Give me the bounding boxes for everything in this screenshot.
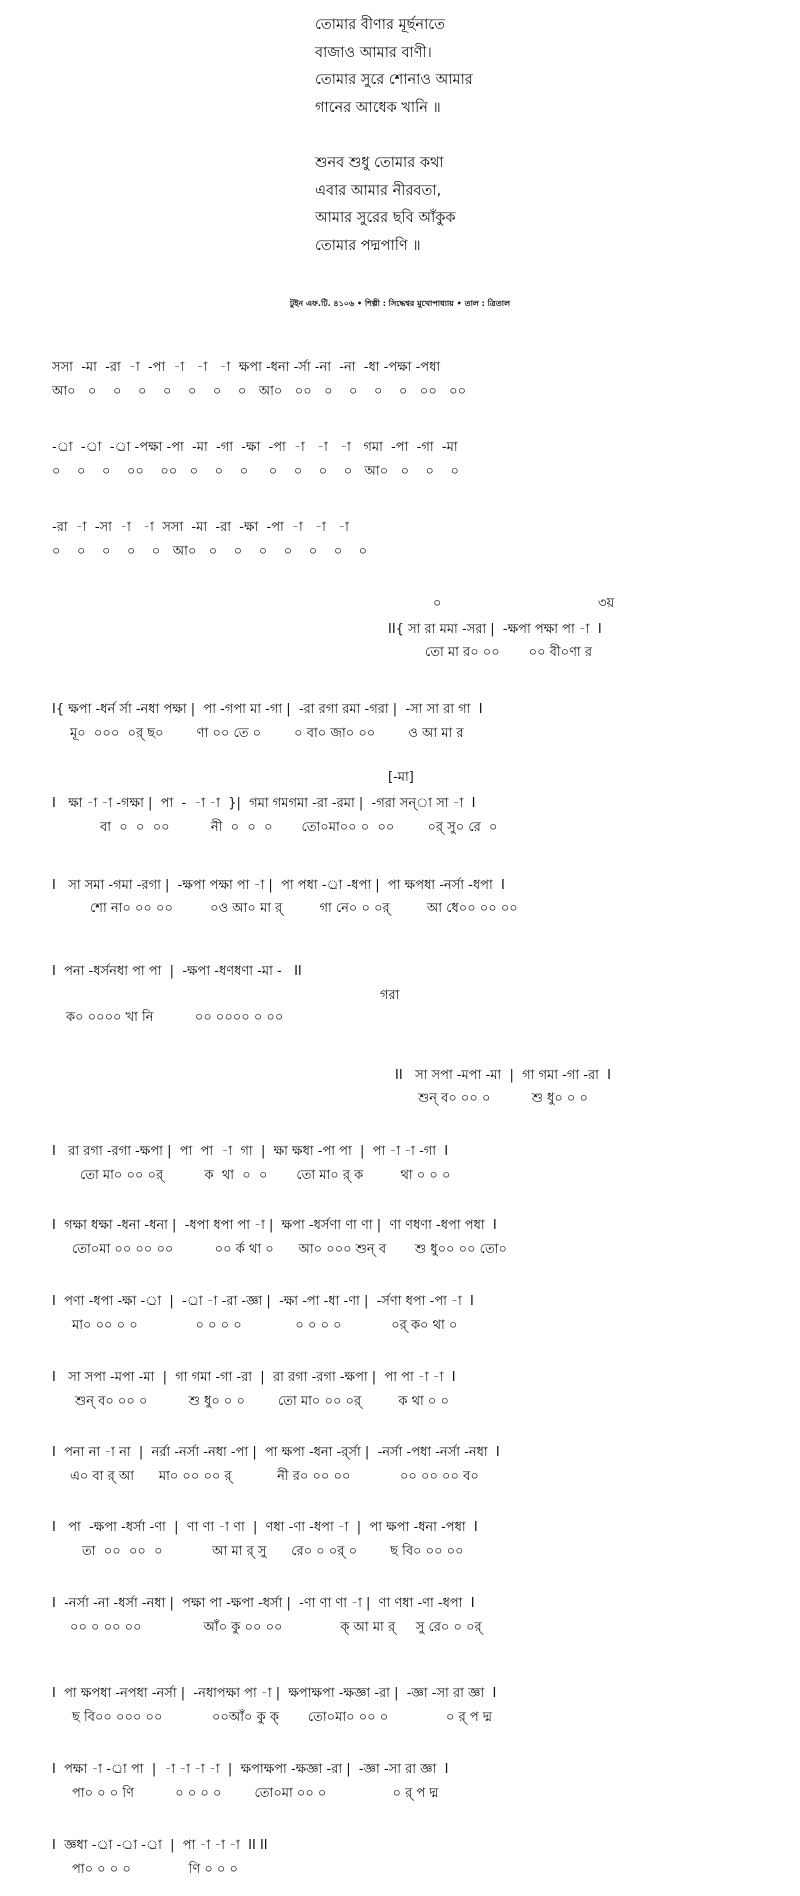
staff-row: I পণা -ধপা -ক্ষা -র্া | -র্া -া -রা -জ্ঞা | -ক্ষা -পা -ধা -ণা | -র্সণা ধপা -পা -া I	[52, 1294, 474, 1309]
poem-line: শুনব শুধু তোমার কথা	[315, 155, 444, 171]
syllable-row: ০ ০ ০ ০ ০ আ০ ০ ০ ০ ০ ০ ০ ০	[52, 544, 368, 559]
staff-row: I সা সমা -গমা -রগা | -ক্ষপা পক্ষা পা -া | পা পধা -র্া -ধপা | পা ক্ষপধা -নর্সা -ধপা I	[52, 878, 505, 893]
staff-row: I{ ক্ষপা -ধর্ন র্সা -নধা পক্ষা | পা -গপা মা -গা | -রা রগা রমা -গরা | -সা সা রা গা I	[52, 702, 483, 717]
optional-ma-note: [-মা]	[388, 770, 414, 785]
staff-syllables: মা০ ০০ ০ ০ ০ ০ ০ ০ ০ ০ ০ ০ ০র্ ক০ থা ০	[72, 1318, 458, 1333]
song-heading: টুইন এফ.টি. ৪১০৬ • শিল্পী : সিদ্ধেশ্বর মুখোপাধ্যায় • তাল : ত্রিতাল	[289, 299, 511, 308]
beat-mark-third: ৩য়	[598, 596, 615, 611]
poem-line: বাজাও আমার বাণী।	[315, 44, 432, 61]
gara-note: গরা	[380, 988, 400, 1003]
poem-stanza-1	[315, 12, 473, 122]
staff-syllables: তা ০০ ০০ ০ আ মা র্ সু রে০ ০ ০র্ ০ ছ বি০ ০০ ০০	[82, 1544, 464, 1559]
staff-row: II সা সপা -মপা -মা | গা গমা -গা -রা I	[395, 1068, 611, 1083]
notation-row: -র্া -র্া -র্া -পক্ষা -পা -মা -গা -ক্ষা -পা -া -া -া গমা -পা -গা -মা	[52, 440, 458, 455]
staff-syllables: তো মা০ ০০ ০র্ ক থা ০ ০ তো মা০ র্ ক থা ০ ০ ০	[80, 1168, 451, 1183]
staff-syllables: পা০ ০ ০ ০ ণি ০ ০ ০	[72, 1862, 238, 1877]
staff-syllables: শো না০ ০০ ০০ ০ও আ০ মা র্ গা নে০ ০ ০র্ আ ধে০০ ০০ ০০	[90, 901, 518, 916]
staff-row: I রা রগা -রগা -ক্ষপা | পা পা -া গা | ক্ষা ক্ষধা -পা পা | পা -া -া -গা I	[52, 1144, 449, 1159]
staff-row: I পনা না -া না | নর্রা -নর্সা -নধা -পা | পা ক্ষপা -ধনা -র্র্সা | -নর্সা -পধা -নর্সা -নধা I	[52, 1445, 500, 1460]
staff-syllables: মূ০ ০০০ ০র্ ছ০ ণা ০০ তে ০ ০ বা০ জা০ ০০ ও আ মা র	[70, 726, 464, 741]
syllable-row: ০ ০ ০ ০০ ০০ ০ ০ ০ ০ ০ ০ ০ আ০ ০ ০ ০	[52, 464, 459, 479]
staff-row: I জ্ঞধা -র্া -র্া -র্া | পা -া -া -া II II	[52, 1838, 268, 1853]
staff-row: I সা সপা -মপা -মা | গা গমা -গা -রা | রা রগা -রগা -ক্ষপা | পা পা -া -া I	[52, 1370, 456, 1385]
staff-row: I -নর্সা -না -ধর্সা -নধা | পক্ষা পা -ক্ষপা -ধর্সা | -ণা ণা ণা -া | ণা ণধা -ণা -ধপা I	[52, 1596, 475, 1611]
staff-row: I পনা -ধর্সনধা পা পা | -ক্ষপা -ধণধণা -মা - II	[52, 964, 302, 979]
staff-syllables: বা ০ ০ ০০ নী ০ ০ ০ তো০মা০০ ০ ০০ ০র্ সু০ রে ০	[100, 820, 498, 835]
poem-stanza-2	[315, 150, 456, 260]
poem-line: তোমার বীণার মূর্ছনাতে	[315, 17, 445, 33]
staff-row: I ক্ষা -া -া -গক্ষা | পা - -া -া }| গমা গমগমা -রা -রমা | -গরা সন্া সা -া I	[52, 796, 476, 811]
staff-row: I পা ক্ষপধা -নপধা -নর্সা | -নধাপক্ষা পা -া | ক্ষপাক্ষপা -ক্ষজ্ঞা -রা | -জ্ঞা -সা রা জ্ঞা I	[52, 1686, 497, 1701]
poem-line: তোমার সুরে শোনাও আমার	[315, 72, 473, 88]
staff-row: I পা -ক্ষপা -ধর্সা -ণা | ণা ণা -া ণা | ণধা -ণা -ধপা -া | পা ক্ষপা -ধনা -পধা I	[52, 1520, 478, 1535]
poem-line: আমার সুরের ছবি আঁকুক	[315, 210, 456, 226]
syllable-row: আ০ ০ ০ ০ ০ ০ ০ ০ আ০ ০০ ০ ০ ০ ০ ০০ ০০	[52, 384, 467, 399]
staff-syllables: ছ বি০০ ০০০ ০০ ০০আঁ০ কু ক্ তো০মা০ ০০ ০ ০ র্ প দ্ম	[72, 1710, 492, 1725]
staff-syllables: শুন্ ব০ ০০ ০ শু ধু০ ০ ০ তো মা০ ০০ ০র্ ক থা ০ ০	[75, 1394, 449, 1409]
staff-syllables: ক০ ০০০০ খা নি ০০ ০০০০ ০ ০০	[66, 1010, 284, 1025]
beat-mark-zero: ০	[433, 596, 442, 611]
notation-row: সসা -মা -রা -া -পা -া -া -া ক্ষপা -ধনা -র্সা -না -না -ধা -পক্ষা -পধা	[52, 360, 441, 375]
staff-row: I গক্ষা ধক্ষা -ধনা -ধনা | -ধপা ধপা পা -া | ক্ষপা -ধর্সণা ণা ণা | ণা ণধণা -ধপা পধা I	[52, 1218, 497, 1233]
staff-row: I পক্ষা -া -র্া পা | -া -া -া -া | ক্ষপাক্ষপা -ক্ষজ্ঞা -রা | -জ্ঞা -সা রা জ্ঞা I	[52, 1762, 449, 1777]
poem-line: তোমার পদ্মপাণি ॥	[315, 237, 421, 254]
staff-syllables: তো০মা ০০ ০০ ০০ ০০ র্ক থা ০ আ০ ০০০ শুন্ ব শু ধু০০ ০০ তো০	[72, 1242, 507, 1257]
staff-syllables: এ০ বা র্ আ মা০ ০০ ০০ র্ নী র০ ০০ ০০ ০০ ০০ ০০ ব০	[70, 1469, 479, 1484]
staff-row: II{ সা রা মমা -সরা | -ক্ষপা পক্ষা পা -া I	[388, 622, 602, 637]
staff-syllables: শুন্ ব০ ০০ ০ শু ধু০ ০ ০	[418, 1091, 588, 1106]
staff-syllables: ০০ ০ ০০ ০০ আঁ০ কু ০০ ০০ ক্ আ মা র্ সু রে০ ০ ০র্	[70, 1620, 482, 1635]
notation-row: -রা -া -সা -া -া সসা -মা -রা -ক্ষা -পা -া -া -া	[52, 520, 349, 535]
staff-syllables: তো মা র০ ০০ ০০ বী০ণা র	[425, 645, 592, 660]
poem-line: এবার আমার নীরবতা,	[315, 182, 442, 199]
staff-syllables: পা০ ০ ০ ণি ০ ০ ০ ০ তো০মা ০০ ০ ০ র্ প দ্ম	[72, 1786, 439, 1801]
poem-line: গানের আধেক খানি ॥	[315, 99, 441, 116]
